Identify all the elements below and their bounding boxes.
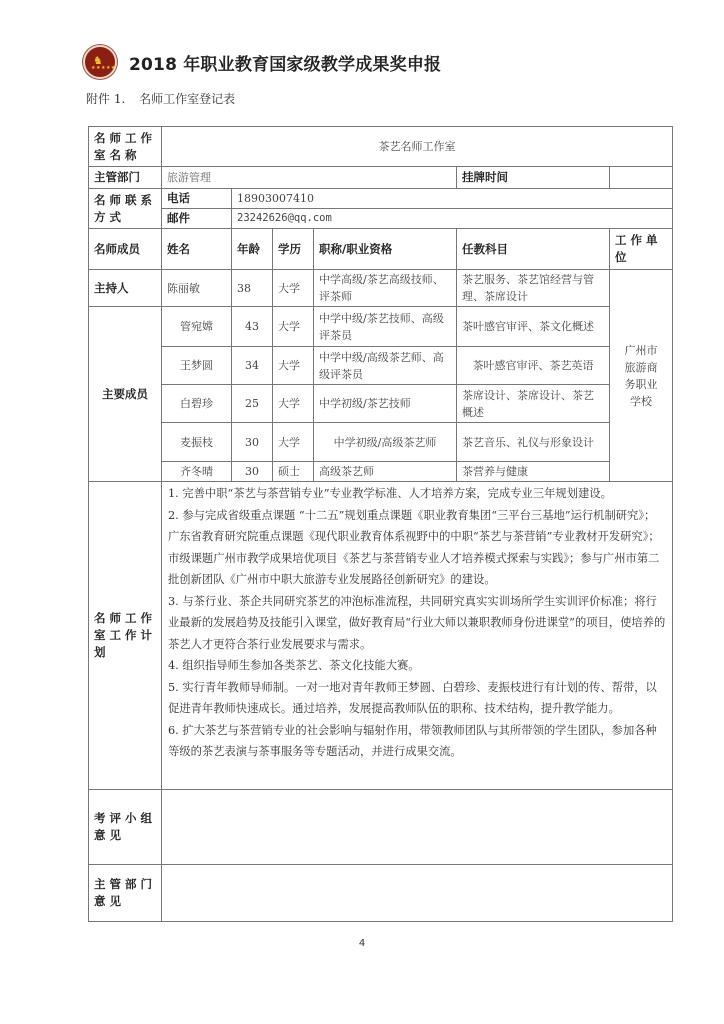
plaque-time-label: 挂牌时间 — [457, 167, 610, 189]
plan-item: 3. 与茶行业、茶企共同研究茶艺的冲泡标准流程，共同研究真实实训场所学生实训评价标准；将行业最新的发展趋势及技能引入课堂，做好教育局“行业大师以兼职教师身份进课堂”的项目，使培养的茶艺人才更符合茶行业发展要求与需求。 — [168, 594, 666, 651]
member-subjects: 茶艺音乐、礼仪与形象设计 — [457, 423, 610, 462]
host-name: 陈丽敏 — [162, 270, 232, 307]
dept-opinion-row — [89, 865, 673, 922]
member-title: 中学中级/茶艺技师、高级评茶员 — [314, 307, 457, 347]
member-row — [89, 307, 673, 347]
email-label: 邮件 — [162, 209, 232, 229]
host-education: 大学 — [273, 270, 314, 307]
col-header-subjects: 任教科目 — [457, 229, 610, 270]
host-label: 主持人 — [89, 270, 162, 307]
member-title: 中学中级/高级茶艺师、高级评茶员 — [314, 347, 457, 385]
phone-row — [89, 189, 673, 209]
member-education: 大学 — [273, 347, 314, 385]
member-row — [89, 423, 673, 462]
document-header — [83, 45, 441, 79]
review-row — [89, 790, 673, 865]
email-row — [89, 209, 673, 229]
dept-label: 主管部门 — [89, 167, 162, 189]
member-row — [89, 462, 673, 482]
host-age: 38 — [232, 270, 273, 307]
member-subjects: 茶叶感官审评、茶文化概述 — [457, 307, 610, 347]
host-title: 中学高级/茶艺高级技师、评茶师 — [314, 270, 457, 307]
studio-name-value[interactable]: 茶艺名师工作室 — [162, 127, 673, 167]
member-subjects: 茶叶感官审评、茶艺英语 — [457, 347, 610, 385]
member-row — [89, 385, 673, 423]
dept-row — [89, 167, 673, 189]
work-plan-row — [89, 482, 673, 790]
plan-item: 5. 实行青年教师导师制。一对一地对青年教师王梦圆、白碧珍、麦振枝进行有计划的传、帮带，以促进青年教师快速成长。通过培养，发展提高教师队伍的职称、技术结构，提升教学能力。 — [168, 680, 657, 715]
member-subjects: 茶席设计、茶席设计、茶艺概述 — [457, 385, 610, 423]
stars-icon: ★★★★★ — [91, 65, 116, 71]
member-education: 大学 — [273, 423, 314, 462]
plan-item: 2. 参与完成省级重点课题 “十二五”规划重点课题《职业教育集团“三平台三基地”运行机制研究》；广东省教育研究院重点课题《现代职业教育体系视野中的中职“茶艺与茶营销”专业教材开发研究》；市级课题广州市教学成果培优项目《茶艺与茶营销专业人才培养模式探索与实践》；参与广州市第二批创新团队《广州市中职大旅游专业发展路径创新研究》的建设。 — [168, 508, 660, 586]
work-plan-content[interactable] — [162, 482, 673, 790]
attachment-number: 附件 1. — [86, 92, 126, 106]
member-subjects: 茶营养与健康 — [457, 462, 610, 482]
review-label: 考评小组意见 — [89, 790, 162, 865]
col-header-role: 名师成员 — [89, 229, 162, 270]
studio-registration-table — [88, 126, 673, 922]
host-row — [89, 270, 673, 307]
member-education: 大学 — [273, 385, 314, 423]
col-header-name: 姓名 — [162, 229, 232, 270]
plaque-time-value[interactable] — [610, 167, 673, 189]
member-title: 中学初级/茶艺技师 — [314, 385, 457, 423]
member-name: 齐冬晴 — [162, 462, 232, 482]
plan-item: 1. 完善中职“茶艺与茶营销专业”专业教学标准、人才培养方案，完成专业三年规划建设。 — [168, 487, 612, 500]
member-name: 白碧珍 — [162, 385, 232, 423]
member-age: 34 — [232, 347, 273, 385]
email-value[interactable]: 23242626@qq.com — [232, 209, 673, 229]
contact-label: 名师联系方式 — [89, 189, 162, 229]
work-unit-value: 广州市旅游商务职业学校 — [610, 270, 673, 482]
member-age: 30 — [232, 462, 273, 482]
document-title: 2018 年职业教育国家级教学成果奖申报 — [129, 54, 442, 75]
member-age: 30 — [232, 423, 273, 462]
main-members-label: 主要成员 — [89, 307, 162, 482]
studio-name-row — [89, 127, 673, 167]
member-education: 大学 — [273, 307, 314, 347]
dept-opinion-value[interactable] — [162, 865, 673, 922]
phone-value[interactable]: 18903007410 — [232, 189, 673, 209]
member-name: 王梦圆 — [162, 347, 232, 385]
attachment-caption — [86, 90, 245, 107]
dept-opinion-label: 主管部门意见 — [89, 865, 162, 922]
studio-name-label: 名师工作室名称 — [89, 127, 162, 167]
dept-value[interactable]: 旅游管理 — [162, 167, 457, 189]
member-name: 管宛嫦 — [162, 307, 232, 347]
host-subjects: 茶艺服务、茶艺馆经营与管理、茶席设计 — [457, 270, 610, 307]
member-row — [89, 347, 673, 385]
member-title: 高级茶艺师 — [314, 462, 457, 482]
col-header-title: 职称/职业资格 — [314, 229, 457, 270]
col-header-age: 年龄 — [232, 229, 273, 270]
member-name: 麦振枝 — [162, 423, 232, 462]
member-age: 25 — [232, 385, 273, 423]
members-header-row — [89, 229, 673, 270]
col-header-unit: 工作单位 — [610, 229, 673, 270]
page-number: 4 — [358, 938, 366, 949]
attachment-name: 名师工作室登记表 — [139, 92, 236, 106]
member-age: 43 — [232, 307, 273, 347]
horse-icon: ♞ — [93, 54, 103, 67]
plan-item: 4. 组织指导师生参加各类茶艺、茶文化技能大赛。 — [168, 659, 420, 672]
work-plan-label: 名师工作室工作计划 — [89, 482, 162, 790]
plan-item: 6. 扩大茶艺与茶营销专业的社会影响与辐射作用，带领教师团队与其所带领的学生团队，参加各种等级的茶艺表演与茶事服务等专题活动，并进行成果交流。 — [168, 723, 657, 758]
review-value[interactable] — [162, 790, 673, 865]
school-emblem-icon — [83, 45, 117, 79]
phone-label: 电话 — [162, 189, 232, 209]
member-education: 硕士 — [273, 462, 314, 482]
member-title: 中学初级/高级茶艺师 — [314, 423, 457, 462]
col-header-education: 学历 — [273, 229, 314, 270]
